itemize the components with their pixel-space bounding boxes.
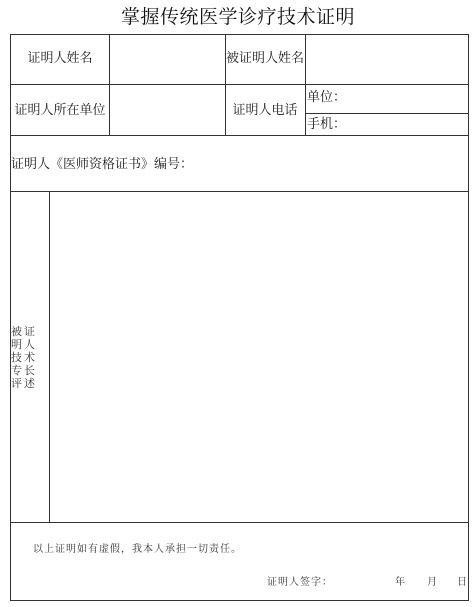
- certified-name-label: 被证明人姓名: [225, 51, 304, 66]
- page-title: 掌握传统医学诊疗技术证明: [120, 6, 355, 28]
- certifier-name-label: 证明人姓名: [27, 51, 93, 66]
- certifier-name-field[interactable]: [110, 35, 224, 84]
- certificate-number-field[interactable]: [201, 136, 468, 191]
- certification-form: [10, 34, 469, 601]
- mobile-phone-field[interactable]: [347, 114, 468, 135]
- unit-phone-label: 单位：: [307, 90, 347, 105]
- signature-field[interactable]: [345, 571, 395, 593]
- month-label: 月: [427, 577, 438, 588]
- evaluation-label: 被证明人技术专长评述: [11, 325, 37, 390]
- declaration-text: 以上证明如有虚假，我本人承担一切责任。: [33, 544, 242, 555]
- certified-name-field[interactable]: [306, 35, 468, 84]
- certifier-unit-field[interactable]: [110, 85, 224, 135]
- unit-phone-field[interactable]: [347, 85, 468, 113]
- col-divider-2: [225, 35, 226, 135]
- certifier-phone-label: 证明人电话: [232, 103, 298, 118]
- evaluation-field[interactable]: [50, 192, 468, 522]
- certificate-number-label: 证明人《医师资格证书》编号：: [11, 157, 194, 172]
- row-divider-4: [11, 522, 468, 523]
- year-label: 年: [395, 577, 406, 588]
- signature-label: 证明人签字：: [267, 577, 333, 588]
- day-label: 日: [457, 577, 468, 588]
- certifier-unit-label: 证明人所在单位: [14, 103, 106, 118]
- mobile-phone-label: 手机：: [307, 117, 347, 132]
